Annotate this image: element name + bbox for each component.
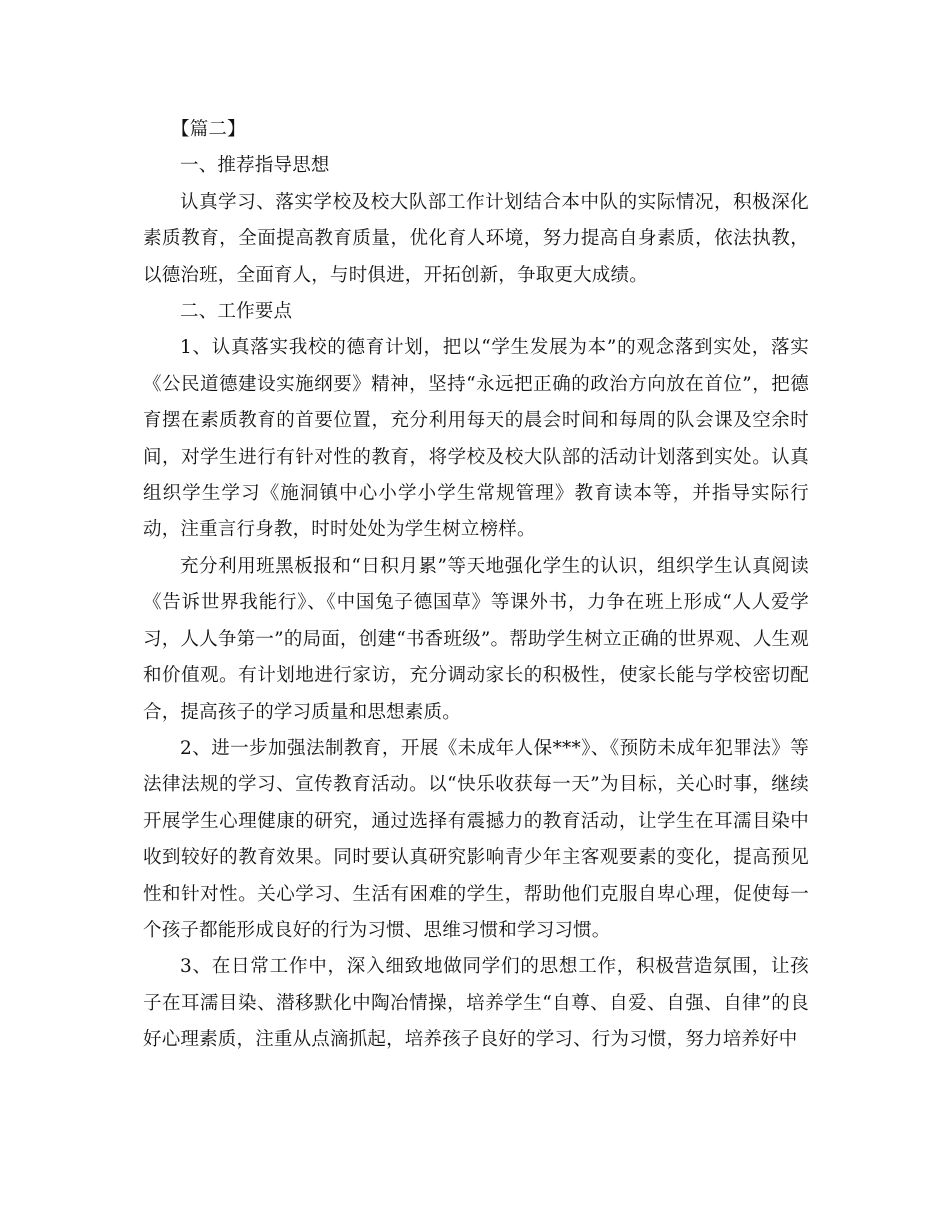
document-body [143,112,809,1059]
heading-guiding-ideology: 一、推荐指导思想 [180,155,330,177]
section-tag: 【篇二】 [171,119,246,140]
paragraph-point-3: 3、在日常工作中，深入细致地做同学们的思想工作，积极营造氛围，让孩子在耳濡目染、潜移默化中陶冶情操，培养学生“自尊、自爱、自强、自律”的良好心理素质，注重从点滴抓起，培养孩子良好的学习、行为习惯，努力培养好中 [143,956,809,1051]
paragraph-point-1: 1、认真落实我校的德育计划，把以“学生发展为本”的观念落到实处，落实《公民道德建设实施纲要》精神，坚持“永远把正确的政治方向放在首位”，把德育摆在素质教育的首要位置，充分利用每天的晨会时间和每周的队会课及空余时间，对学生进行有针对性的教育，将学校及校大队部的活动计划落到实处。认真组织学生学习《施洞镇中心小学小学生常规管理》教育读本等，并指导实际行动，注重言行身教，时时处处为学生树立榜样。 [143,337,809,541]
paragraph-point-1-continued: 充分利用班黑板报和“日积月累”等天地强化学生的认识，组织学生认真阅读《告诉世界我能行》、《中国兔子德国草》等课外书，力争在班上形成“人人爱学习，人人争第一”的局面，创建“书香班级”。帮助学生树立正确的世界观、人生观和价值观。有计划地进行家访，充分调动家长的积极性，使家长能与学校密切配合，提高孩子的学习质量和思想素质。 [143,555,809,723]
paragraph-guiding-ideology: 认真学习、落实学校及校大队部工作计划结合本中队的实际情况，积极深化素质教育，全面提高教育质量，优化育人环境，努力提高自身素质，依法执教，以德治班，全面育人，与时俱进，开拓创新，争取更大成绩。 [143,191,809,286]
paragraph-point-2: 2、进一步加强法制教育，开展《未成年人保***》、《预防未成年犯罪法》等法律法规的学习、宣传教育活动。以“快乐收获每一天”为目标，关心时事，继续开展学生心理健康的研究，通过选择有震撼力的教育活动，让学生在耳濡目染中收到较好的教育效果。同时要认真研究影响青少年主客观要素的变化，提高预见性和针对性。关心学习、生活有困难的学生，帮助他们克服自卑心理，促使每一个孩子都能形成良好的行为习惯、思维习惯和学习习惯。 [143,737,809,941]
heading-work-points: 二、工作要点 [180,301,293,323]
